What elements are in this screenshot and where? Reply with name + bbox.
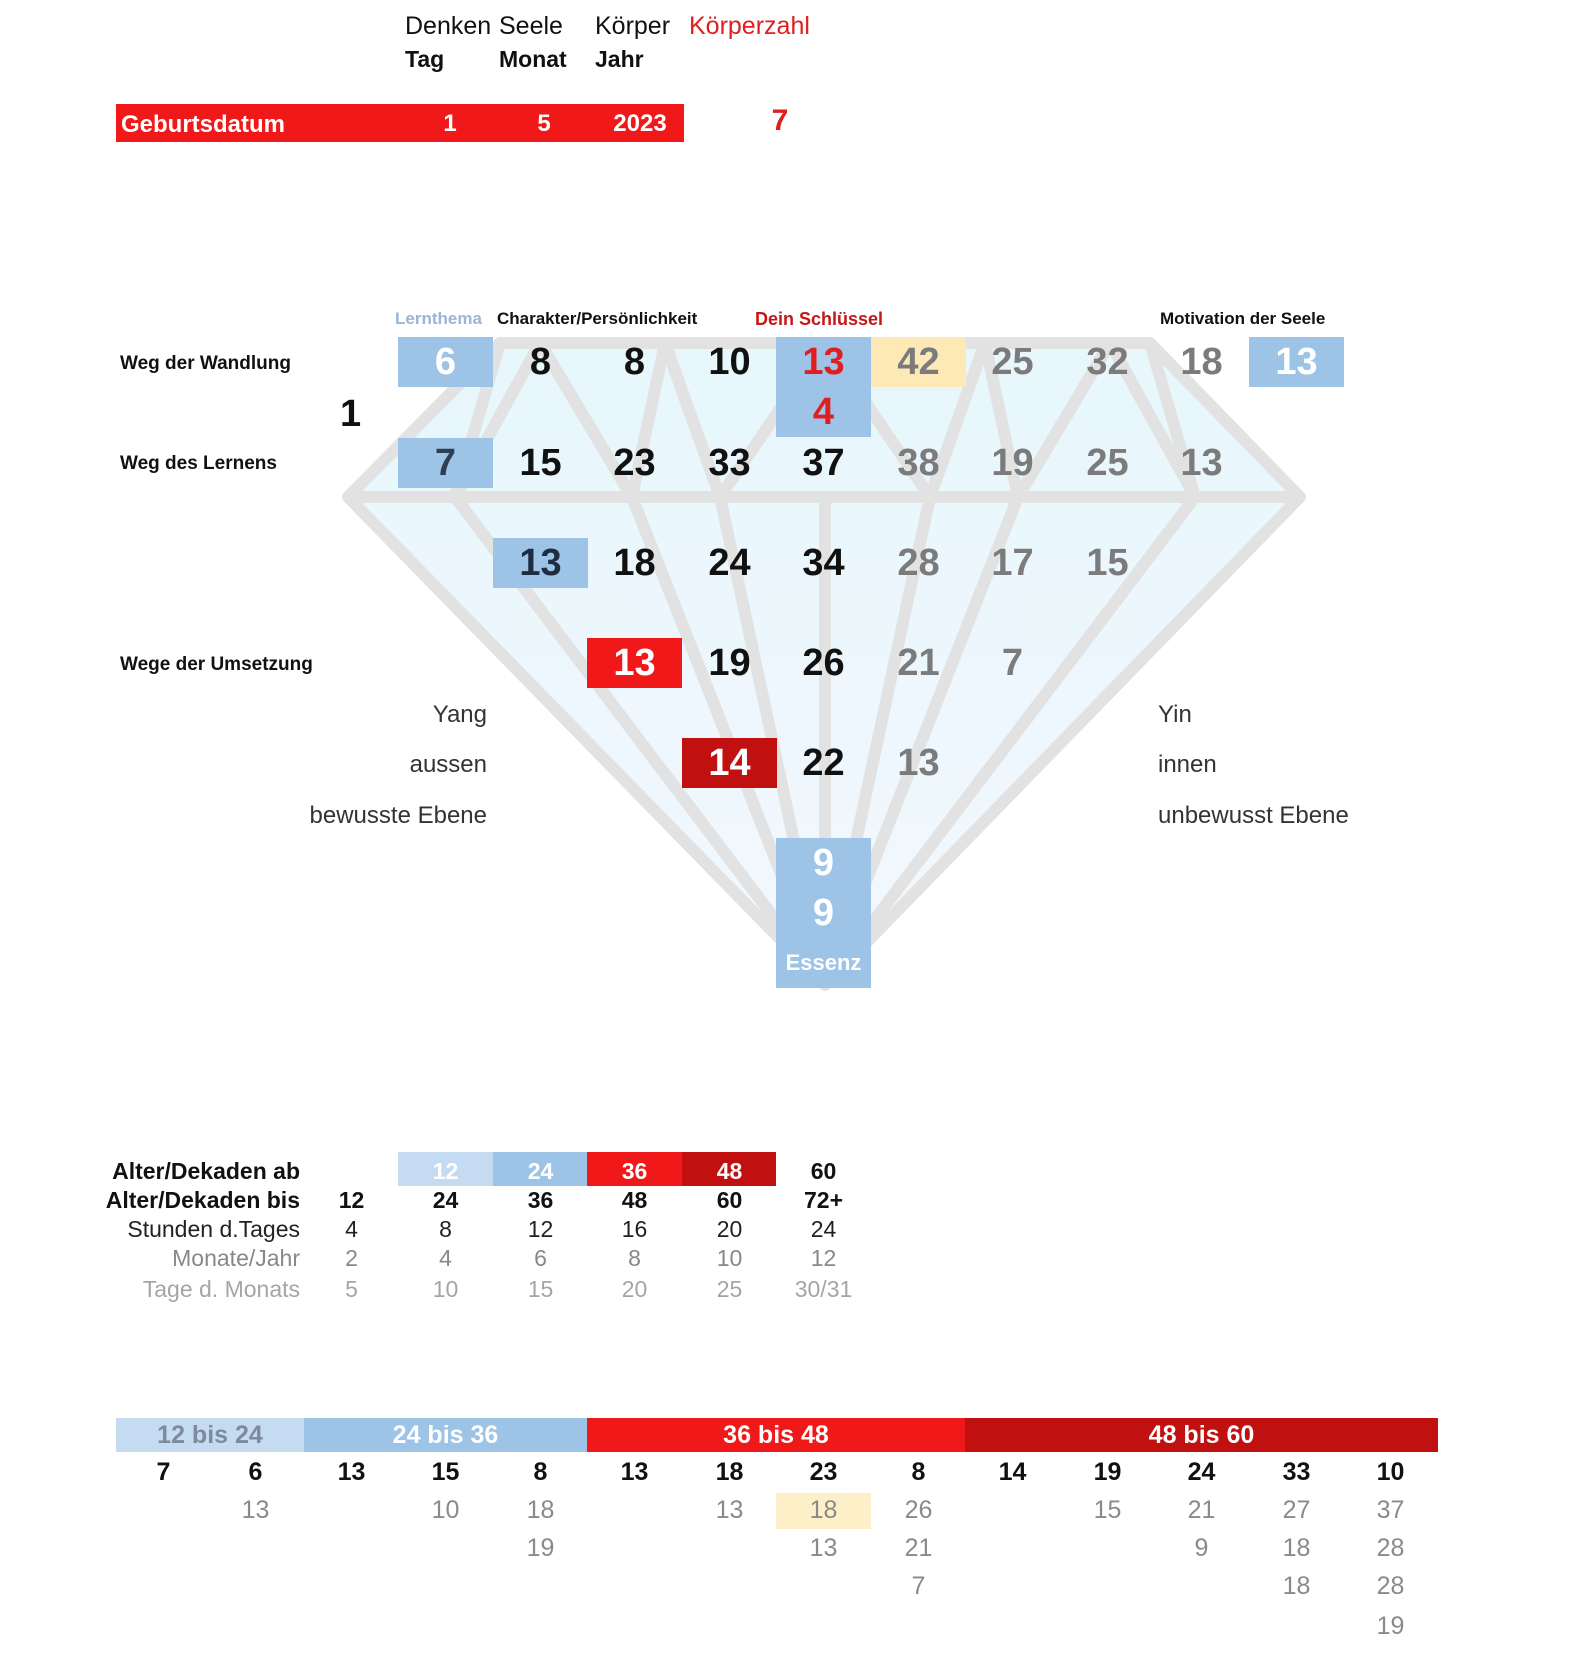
age-bis-5: 60 xyxy=(716,1187,743,1213)
age-monate-3: 6 xyxy=(534,1245,547,1271)
label-weg-wandlung: Weg der Wandlung xyxy=(120,353,291,374)
age-monate-2: 4 xyxy=(439,1245,452,1271)
timeline-cell-top-8: 23 xyxy=(809,1458,838,1486)
side-number: 1 xyxy=(340,393,362,435)
row2-cell-2: 15 xyxy=(519,441,562,484)
header-jahr: Jahr xyxy=(595,46,644,72)
row3-cell-1: 13 xyxy=(493,538,588,588)
label-unbewusst: unbewusst Ebene xyxy=(1158,802,1349,829)
age-tage-6: 30/31 xyxy=(794,1276,853,1302)
row1-cell-key: 13 xyxy=(776,337,871,387)
row2-cell-4: 33 xyxy=(708,441,751,484)
age-label-tage: Tage d. Monats xyxy=(142,1276,300,1302)
label-lernthema: Lernthema xyxy=(395,309,482,328)
timeline-cell-r2-2: 13 xyxy=(241,1496,270,1524)
row2-cell-6: 38 xyxy=(897,441,940,484)
age-bis-3: 36 xyxy=(527,1187,554,1213)
essenz-value-1: 9 xyxy=(812,841,835,884)
birth-year: 2023 xyxy=(613,110,667,137)
birth-day: 1 xyxy=(443,110,457,137)
timeline-header-1: 12 bis 24 xyxy=(116,1418,304,1452)
birth-month: 5 xyxy=(537,110,551,137)
row3-cell-5: 28 xyxy=(897,541,940,584)
header-monat: Monat xyxy=(499,46,567,72)
row3-cell-6: 17 xyxy=(991,541,1034,584)
row2-cell-7: 19 xyxy=(991,441,1034,484)
timeline-cell-top-9: 8 xyxy=(911,1458,926,1486)
timeline-cell-r2-7: 13 xyxy=(715,1496,744,1524)
row2-cell-3: 23 xyxy=(613,441,656,484)
row1-cell-6: 42 xyxy=(871,337,966,387)
timeline-cell-top-12: 24 xyxy=(1187,1458,1216,1486)
age-stunden-5: 20 xyxy=(716,1216,743,1242)
label-charakter: Charakter/Persönlichkeit xyxy=(497,309,698,328)
timeline-cell-top-2: 6 xyxy=(248,1458,263,1486)
timeline-cell-r4-14: 28 xyxy=(1376,1572,1405,1600)
row4-cell-1: 13 xyxy=(587,638,682,688)
row5-cell-2: 22 xyxy=(802,741,845,784)
row4-cell-2: 19 xyxy=(708,641,751,684)
age-tage-3: 15 xyxy=(527,1276,554,1302)
timeline-cell-top-14: 10 xyxy=(1376,1458,1405,1486)
timeline-cell-top-7: 18 xyxy=(715,1458,744,1486)
row4-cell-5: 7 xyxy=(1001,641,1024,684)
row1-cell-8: 32 xyxy=(1086,340,1129,383)
timeline-cell-top-6: 13 xyxy=(620,1458,649,1486)
age-ab-5: 60 xyxy=(810,1158,837,1184)
timeline-cell-top-5: 8 xyxy=(533,1458,548,1486)
row4-cell-4: 21 xyxy=(897,641,940,684)
age-label-ab: Alter/Dekaden ab xyxy=(112,1158,300,1184)
age-tage-2: 10 xyxy=(432,1276,459,1302)
age-stunden-4: 16 xyxy=(621,1216,648,1242)
timeline-cell-r3-13: 18 xyxy=(1282,1534,1311,1562)
row2-cell-5: 37 xyxy=(802,441,845,484)
age-monate-5: 10 xyxy=(716,1245,743,1271)
label-yang: Yang xyxy=(432,701,487,728)
birthdate-label: Geburtsdatum xyxy=(121,111,286,138)
header-tag: Tag xyxy=(405,46,445,72)
timeline-cell-top-11: 19 xyxy=(1093,1458,1122,1486)
timeline-cell-r3-5: 19 xyxy=(526,1534,555,1562)
age-stunden-1: 4 xyxy=(345,1216,358,1242)
timeline-cell-r2-14: 37 xyxy=(1376,1496,1405,1524)
timeline-cell-r2-4: 10 xyxy=(431,1496,460,1524)
label-aussen: aussen xyxy=(409,751,487,778)
age-tage-4: 20 xyxy=(621,1276,648,1302)
label-bewusst: bewusste Ebene xyxy=(309,802,487,829)
header-denken: Denken xyxy=(405,12,492,40)
timeline-cell-r2-9: 26 xyxy=(904,1496,933,1524)
age-bis-4: 48 xyxy=(621,1187,648,1213)
timeline-header-4: 48 bis 60 xyxy=(965,1418,1438,1452)
age-ab-3: 36 xyxy=(621,1158,648,1184)
age-label-monate: Monate/Jahr xyxy=(172,1245,300,1271)
row1-cell-motivation: 13 xyxy=(1249,337,1344,387)
timeline-cell-top-10: 14 xyxy=(998,1458,1027,1486)
row2-cell-8: 25 xyxy=(1086,441,1129,484)
timeline-cell-r3-8: 13 xyxy=(809,1534,838,1562)
age-ab-4: 48 xyxy=(716,1158,743,1184)
label-schluessel: Dein Schlüssel xyxy=(755,309,884,329)
koerperzahl-value: 7 xyxy=(771,104,789,137)
header-koerperzahl: Körperzahl xyxy=(689,12,810,40)
header-seele: Seele xyxy=(499,12,563,40)
label-wege-umsetzung: Wege der Umsetzung xyxy=(120,654,313,675)
row5-cell-3: 13 xyxy=(897,741,940,784)
age-bis-6: 72+ xyxy=(803,1187,843,1213)
row3-cell-3: 24 xyxy=(708,541,751,584)
timeline-cell-r2-12: 21 xyxy=(1187,1496,1216,1524)
age-stunden-6: 24 xyxy=(810,1216,837,1242)
row1-cell-7: 25 xyxy=(991,340,1034,383)
age-ab-2: 24 xyxy=(527,1158,554,1184)
timeline-cell-r3-9: 21 xyxy=(904,1534,933,1562)
timeline-cell-r2-11: 15 xyxy=(1093,1496,1122,1524)
age-monate-4: 8 xyxy=(628,1245,641,1271)
age-ab-1: 12 xyxy=(432,1158,459,1184)
essenz-label: Essenz xyxy=(785,950,862,975)
timeline-header-3: 36 bis 48 xyxy=(587,1418,965,1452)
row1-cell-9: 18 xyxy=(1180,340,1223,383)
timeline-cell-top-1: 7 xyxy=(156,1458,171,1486)
row2-cell-9: 13 xyxy=(1180,441,1223,484)
label-motivation: Motivation der Seele xyxy=(1160,309,1326,328)
timeline-cell-r2-5: 18 xyxy=(526,1496,555,1524)
row2-cell-1: 7 xyxy=(398,438,493,488)
age-tage-5: 25 xyxy=(716,1276,743,1302)
row1-cell-3: 8 xyxy=(623,340,646,383)
age-label-stunden: Stunden d.Tages xyxy=(127,1216,300,1242)
row4-cell-3: 26 xyxy=(802,641,845,684)
timeline-cell-r5-14: 19 xyxy=(1376,1612,1405,1640)
label-innen: innen xyxy=(1158,751,1217,778)
header-koerper: Körper xyxy=(595,12,671,40)
age-bis-2: 24 xyxy=(432,1187,459,1213)
row3-cell-2: 18 xyxy=(613,541,656,584)
timeline-header-2: 24 bis 36 xyxy=(304,1418,587,1452)
row1-key-sub: 4 xyxy=(776,387,871,437)
timeline-cell-r4-13: 18 xyxy=(1282,1572,1311,1600)
row3-cell-7: 15 xyxy=(1086,541,1129,584)
row3-cell-4: 34 xyxy=(802,541,845,584)
age-stunden-3: 12 xyxy=(527,1216,554,1242)
row1-cell-2: 8 xyxy=(529,340,552,383)
row1-cell-1: 6 xyxy=(398,337,493,387)
age-label-bis: Alter/Dekaden bis xyxy=(105,1187,300,1213)
age-stunden-2: 8 xyxy=(439,1216,452,1242)
timeline-cell-top-13: 33 xyxy=(1282,1458,1311,1486)
timeline-cell-r2-13: 27 xyxy=(1282,1496,1311,1524)
label-yin: Yin xyxy=(1158,701,1192,728)
label-weg-lernen: Weg des Lernens xyxy=(120,453,277,474)
essenz-value-2: 9 xyxy=(812,891,835,934)
timeline-cell-top-4: 15 xyxy=(431,1458,460,1486)
timeline-cell-top-3: 13 xyxy=(337,1458,366,1486)
timeline-cell-r4-9: 7 xyxy=(911,1572,926,1600)
timeline-cell-r3-12: 9 xyxy=(1194,1534,1209,1562)
age-tage-1: 5 xyxy=(345,1276,358,1302)
row5-cell-1: 14 xyxy=(682,738,777,788)
age-monate-1: 2 xyxy=(345,1245,358,1271)
age-monate-6: 12 xyxy=(810,1245,837,1271)
age-bis-1: 12 xyxy=(338,1187,365,1213)
timeline-cell-r2-8: 18 xyxy=(809,1496,838,1524)
row1-cell-4: 10 xyxy=(708,340,751,383)
timeline-cell-r3-14: 28 xyxy=(1376,1534,1405,1562)
